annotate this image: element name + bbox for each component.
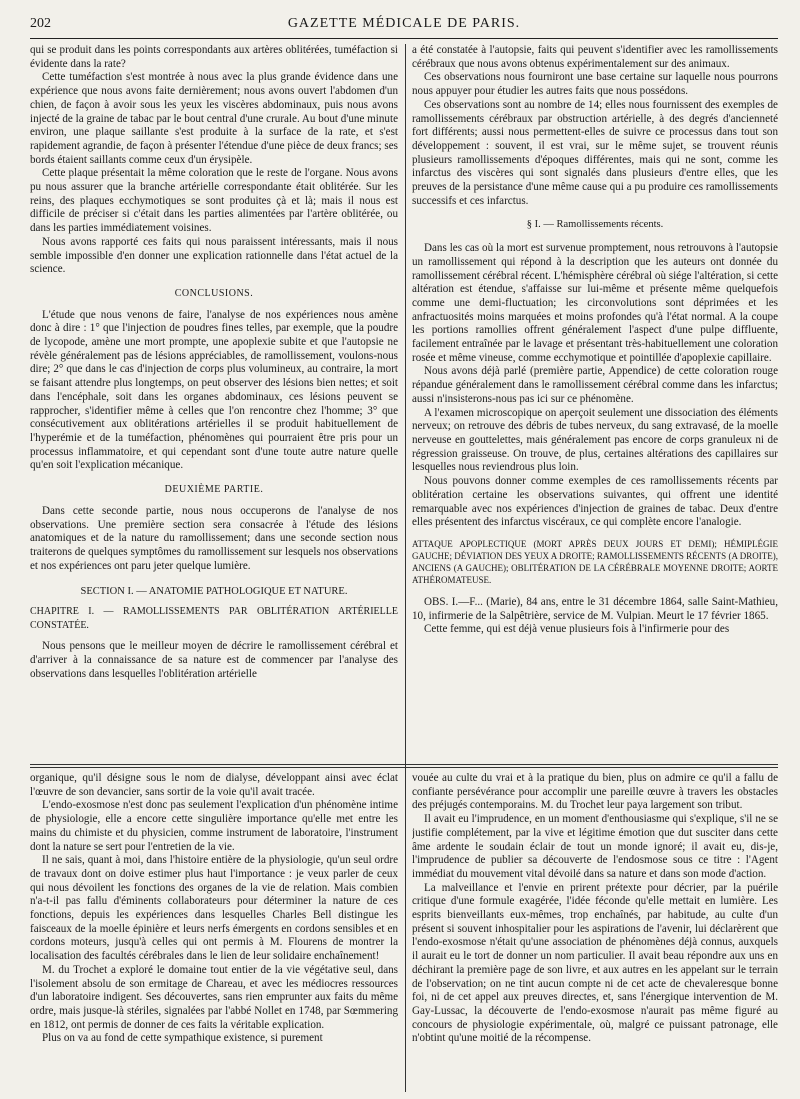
paragraph: M. du Trochet a exploré le domaine tout entier de la vie végétative seul, dans l'isolement absolu de son ermitage de Chareau, et avec les médiocres ressources d'un laboratoire indigent. Ses découvertes, sans rien emprunter aux faits du même ordre, mais jusque-là stériles, signalées par l'abbé Nollet en 1748, par Sœmmering en 1812, ont permis de donner de ces faits la véritable explication. (30, 963, 398, 1031)
paragraph: Ces observations sont au nombre de 14; elles nous fournissent des exemples de ramollissements cérébraux par obstruction artérielle, à des degrés d'ancienneté fort différents; aussi nous permettent-elles de suivre ce processus dans tout son développement : souvent, il est vrai, sur le même sujet, se trouvent réunis plusieurs ramollissements d'époques différentes, mais qui ne sont, comme les infarctus des viscères qui sont signalés dans plusieurs d'entre elles, que les preuves de la persistance d'une même cause qui a pu produire ces ramollissements successifs et ces infarctus. (412, 98, 778, 207)
page-header (30, 14, 778, 39)
paragraph: a été constatée à l'autopsie, faits qui peuvent s'identifier avec les ramollissements cérébraux que nous avons obtenus expérimentalement sur des animaux. (412, 44, 778, 70)
paragraph: L'étude que nous venons de faire, l'analyse de nos expériences nous amène donc à dire : 1° que l'injection de poudres fines telles, par exemple, que la poudre de lycopode, amène une mort prompte, une apoplexie subite et que l'autopsie ne révèle généralement pas de lésions appréciables, de ramollissement, voulons-nous dire; 2° que dans le cas d'injection de corps plus volumineux, au contraire, la mort se faisant attendre plus longtemps, on peut observer des lésions bien nettes; et soit dans l'encéphale, soit dans les organes abdominaux, ces lésions peuvent se rapprocher, s'identifier même à celles que l'on rencontre chez l'homme; 3° que consécutivement aux oblitérations artérielles il se produit habituellement de l'hyperémie et de la tuméfaction, phénomènes qui pourraient être pris pour un processus inflammatoire, et qui cependant sont d'une toute autre nature quelle qu'en soit l'explication mécanique. (30, 308, 398, 472)
paragraph: Plus on va au fond de cette sympathique existence, si purement (42, 1032, 323, 1045)
bottom-right-column (412, 772, 778, 1094)
paragraph: organique, qu'il désigne sous le nom de dialyse, développant ainsi avec éclat l'œuvre de son devancier, sans sortir de la voie qu'il avait tracée. (30, 772, 398, 798)
paragraph: qui se produit dans les points correspondants aux artères oblitérées, tuméfaction si évidente dans la rate? (30, 44, 398, 70)
column-divider (405, 44, 406, 1092)
paragraph: Dans cette seconde partie, nous nous occuperons de l'analyse de nos observations. Une première section sera consacrée à l'étude des lésions anatomiques et de la nature du ramollissement; dans une seconde section nous traiterons de quelques symptômes du ramollissement sur lesquels nos observations et nos expériences ont paru jeter quelque lumière. (30, 504, 398, 572)
paragraph: L'endo-exosmose n'est donc pas seulement l'explication d'un phénomène intime de physiologie, elle a encore cette singulière importance qu'elle met entre les mains du chimiste et du physicien, comme instrument de laboratoire, l'instrument dont la nature se sert pour l'entretien de la vie. (30, 799, 398, 853)
paragraph: La malveillance et l'envie en prirent prétexte pour décrier, par la puérile critique d'une formule exagérée, l'idée féconde qu'elle mettait en lumière. Les esprits bienveillants eux-mêmes, trop enchaînés, par habitude, au culte d'un présent si souvent inhospitalier pour les aspirations de l'avenir, lui déclarèrent que l'endo-exosmose n'était qu'une association de phénomènes déjà connus, auxquels il aurait eu le tort de donner un nom particulier. Il avait beau répondre aux uns en déchirant la première page de son livre, et aux autres en les appelant sur le terrain de l'observation; on ne tint aucun compte ni de cet acte de chevaleresque bonne foi, ni de cet appel aux preuves directes, et, sans l'énergique intervention de M. Gay-Lussac, la découverte de l'endo-exosmose n'aurait pas même figuré au concours de physiologie expérimentale, où, malgré ce puissant patronage, elle n'obtint qu'une moitié de la récompense. (412, 881, 778, 1045)
subsection-heading: § I. — Ramollissements récents. (526, 219, 664, 231)
paragraph: Nous avons déjà parlé (première partie, Appendice) de cette coloration rouge répandue généralement dans le ramollissement cérébral comme dans les infarctus; aussi n'insisterons-nous pas ici sur ce phénomène. (412, 365, 778, 405)
paragraph: Cette plaque présentait la même coloration que le reste de l'organe. Nous avons pu nous assurer que la branche artérielle correspondante était oblitérée. Sur les reins, des plaques ecchymotiques se sont produites çà et là; mais il nous est difficile de préciser si c'était dans les parties alimentées par l'artère oblitérée, ou dans les parties immédiatement voisines. (30, 167, 398, 235)
bottom-left-column (30, 772, 398, 1094)
paragraph: Nous pensons que le meilleur moyen de décrire le ramollissement cérébral et d'arriver à la connaissance de sa nature est de commencer par l'analyse des observations dans lesquelles l'oblitération artérielle (30, 640, 398, 680)
section-heading: SECTION I. — ANATOMIE PATHOLOGIQUE ET NATURE. (80, 586, 348, 598)
conclusions-heading: CONCLUSIONS. (174, 287, 254, 299)
case-title: ATTAQUE APOPLECTIQUE (MORT APRÈS DEUX JOURS ET DEMI); HÉMIPLÉGIE GAUCHE; DÉVIATION DES YEUX A DROITE; RAMOLLISSEMENTS RÉCENTS (A DROITE), ANCIENS (A GAUCHE); OBLITÉRATION DE LA CÉRÉBRALE MOYENNE DROITE; AORTE ATHÉROMATEUSE. (412, 538, 778, 585)
page-number: 202 (30, 16, 51, 31)
chapter-heading: CHAPITRE I. — RAMOLLISSEMENTS PAR OBLITÉRATION ARTÉRIELLE CONSTATÉE. (30, 606, 398, 631)
paragraph: Cette femme, qui est déjà venue plusieurs fois à l'infirmerie pour des (424, 623, 730, 636)
paragraph: A l'examen microscopique on aperçoit seulement une dissociation des éléments nerveux; on retrouve des débris de tubes nerveux, du sang extravasé, de la moelle nerveuse en gouttelettes, mais généralement pas encore de corps granuleux ni de régression graisseuse. On trouve, de plus, certaines altérations des capillaires sur lesquelles nous reviendrous plus loin. (412, 406, 778, 474)
paragraph: vouée au culte du vrai et à la pratique du bien, plus on admire ce qu'il a fallu de confiante persévérance pour accomplir une pareille œuvre à travers les obstacles des préjugés contemporains. M. du Trochet leur paya largement son tribut. (412, 772, 778, 812)
paragraph: OBS. I.—F... (Marie), 84 ans, entre le 31 décembre 1864, salle Saint-Mathieu, 10, infirmerie de la Salpêtrière, service de M. Vulpian. Meurt le 17 février 1865. (412, 595, 778, 622)
part-heading: DEUXIÈME PARTIE. (164, 484, 264, 496)
paragraph: Nous pouvons donner comme exemples de ces ramollissements récents par oblitération certaine les observations suivantes, qui offrent une identité remarquable avec nos expériences d'injection de graines de tabac. Deux d'entre elles présentent des infarctus viscéraux, ce qui complète encore l'analogie. (412, 475, 778, 529)
paragraph: Ces observations nous fourniront une base certaine sur laquelle nous pourrons nous appuyer pour étudier les autres faits que nous possédons. (412, 71, 778, 98)
top-left-column (30, 44, 398, 750)
paragraph: Il ne sais, quant à moi, dans l'histoire entière de la physiologie, qu'un seul ordre de travaux dont on doive estimer plus haut l'importance : je veux parler de ceux qui nous dévoilent les fonctions des organes de la vie de relation. Mais combien n'a-t-il pas fallu d'éminents collaborateurs pour déterminer la nature de ces fonctions, depuis les expériences dans lesquelles Charles Bell distingue les faisceaux de la moelle épinière et leurs nerfs émergents en cordons sensibles et en cordons moteurs, jusqu'à celles qui ont permis à M. Flourens de montrer la localisation des facultés cérébrales dans le lien de leur solidaire enchaînement! (30, 854, 398, 963)
paragraph: Cette tuméfaction s'est montrée à nous avec la plus grande évidence dans une expérience que nous avons faite dernièrement; nous avons ouvert l'abdomen d'un chien, de façon à avoir sous les yeux les viscères abdominaux, puis nous avons injecté de la graine de tabac par le bout central d'une crurale. Au bout d'une minute environ, une plaque saillante s'est produite à la surface de la rate, et s'est rapidement agrandie, de façon à présenter l'étendue d'une pièce de deux francs; ses bords étaient saillants comme ceux d'un érysipèle. (30, 71, 398, 166)
paragraph: Il avait eu l'imprudence, en un moment d'enthousiasme qui s'explique, s'il ne se justifie complétement, par la vive et légitime émotion que dut susciter dans cette âme ardente le soudain éclair de tout un monde ignoré; il avait eu, dis-je, l'imprudence de publier sa découverte de l'endosmose sous ce titre : l'Agent immédiat du mouvement vital dévoilé dans sa nature et dans son mode d'action. (412, 813, 778, 880)
journal-title: GAZETTE MÉDICALE DE PARIS. (287, 16, 521, 31)
paragraph: Nous avons rapporté ces faits qui nous paraissent intéressants, mais il nous semble impossible d'en donner une explication rationnelle dans l'état actuel de la science. (30, 235, 398, 276)
paragraph: Dans les cas où la mort est survenue promptement, nous retrouvons à l'autopsie un ramollissement qui répond à la description que les auteurs ont donnée du ramollissement cérébral récent. L'hémisphère cérébral où siége l'altération, si cette altération est étendue, s'affaisse sur lui-même et présente même quelquefois comme une demi-fluctuation; les circonvolutions sont déprimées et les anfractuosités moins marquées et moins profondes qu'à l'état normal. A la coupe les portions ramollies offrent généralement l'aspect d'une pulpe diffluente, facilement entraînée par le lavage et présentant très-habituellement une coloration rosée et même vineuse, comme ecchymotique et pointillée d'apoplexie capillaire. (412, 242, 778, 364)
top-right-column (412, 44, 778, 766)
